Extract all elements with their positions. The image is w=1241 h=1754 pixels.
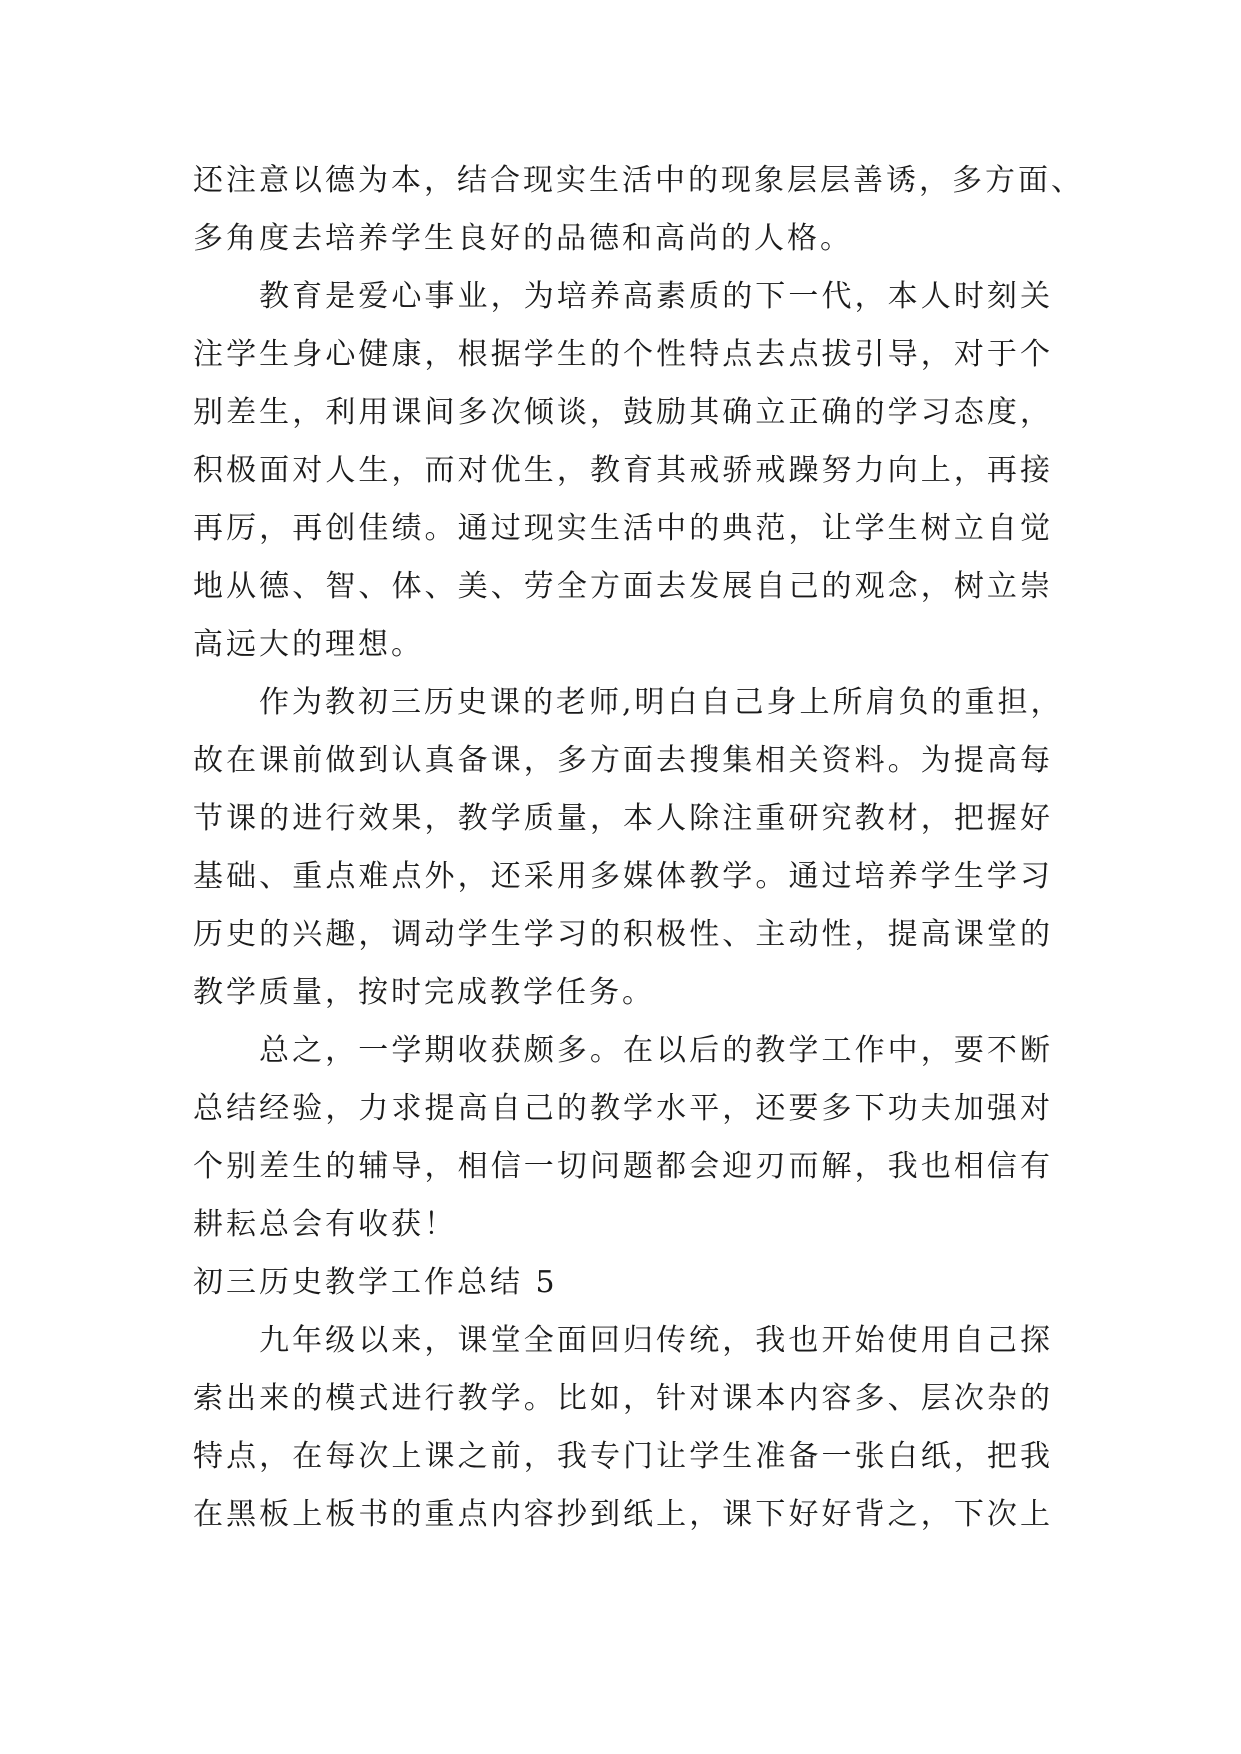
text-line: 地从德、智、体、美、劳全方面去发展自己的观念，树立崇 xyxy=(193,569,1053,604)
text-line: 基础、重点难点外，还采用多媒体教学。通过培养学生学习 xyxy=(193,859,1053,894)
text-line: 节课的进行效果，教学质量，本人除注重研究教材，把握好 xyxy=(193,801,1053,836)
text-line: 故在课前做到认真备课，多方面去搜集相关资料。为提高每 xyxy=(193,743,1053,778)
text-line: 索出来的模式进行教学。比如，针对课本内容多、层次杂的 xyxy=(193,1381,1053,1416)
text-line: 在黑板上板书的重点内容抄到纸上，课下好好背之，下次上 xyxy=(193,1497,1053,1532)
paragraph-start-line: 九年级以来，课堂全面回归传统，我也开始使用自己探 xyxy=(259,1323,1053,1358)
text-line: 教学质量，按时完成教学任务。 xyxy=(193,975,655,1010)
text-line: 个别差生的辅导，相信一切问题都会迎刃而解，我也相信有 xyxy=(193,1149,1053,1184)
text-line: 特点，在每次上课之前，我专门让学生准备一张白纸，把我 xyxy=(193,1439,1053,1474)
text-line: 再厉，再创佳绩。通过现实生活中的典范，让学生树立自觉 xyxy=(193,511,1053,546)
paragraph-start-line: 教育是爱心事业，为培养高素质的下一代，本人时刻关 xyxy=(259,279,1053,314)
section-heading: 初三历史教学工作总结 5 xyxy=(193,1265,558,1300)
text-line: 耕耘总会有收获！ xyxy=(193,1207,457,1242)
paragraph-start-line: 总之，一学期收获颇多。在以后的教学工作中，要不断 xyxy=(259,1033,1053,1068)
text-line: 历史的兴趣，调动学生学习的积极性、主动性，提高课堂的 xyxy=(193,917,1053,952)
document-body xyxy=(193,152,1084,1544)
text-line: 多角度去培养学生良好的品德和高尚的人格。 xyxy=(193,221,853,256)
paragraph-start-line: 作为教初三历史课的老师,明白自己身上所肩负的重担， xyxy=(259,685,1064,720)
text-line: 还注意以德为本，结合现实生活中的现象层层善诱，多方面、 xyxy=(193,163,1084,198)
text-line: 别差生，利用课间多次倾谈，鼓励其确立正确的学习态度， xyxy=(193,395,1053,430)
text-line: 总结经验，力求提高自己的教学水平，还要多下功夫加强对 xyxy=(193,1091,1053,1126)
text-line: 高远大的理想。 xyxy=(193,627,424,662)
text-line: 注学生身心健康，根据学生的个性特点去点拔引导，对于个 xyxy=(193,337,1053,372)
text-line: 积极面对人生，而对优生，教育其戒骄戒躁努力向上，再接 xyxy=(193,453,1053,488)
